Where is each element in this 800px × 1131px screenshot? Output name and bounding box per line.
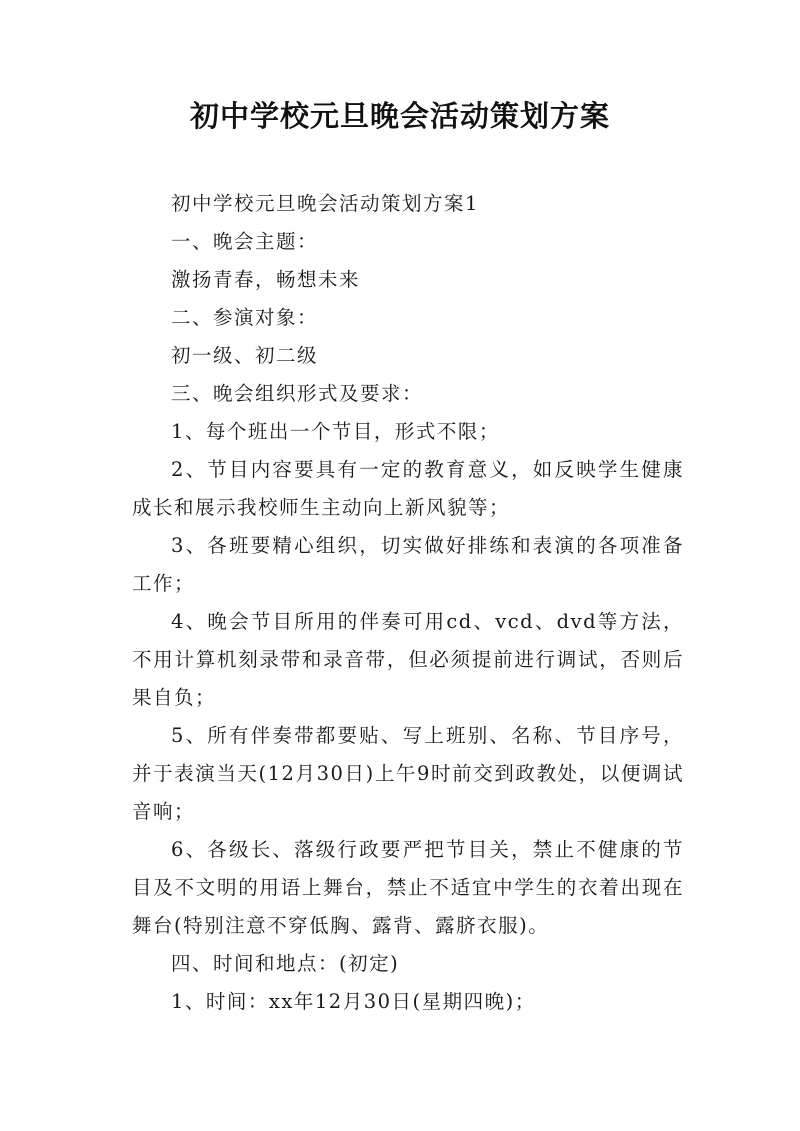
requirement-item-6: 6、各级长、落级行政要严把节目关，禁止不健康的节目及不文明的用语上舞台，禁止不适宜中学生的衣着出现在舞台(特别注意不穿低胸、露背、露脐衣服)。	[132, 838, 684, 937]
requirement-item-5: 5、所有伴奏带都要贴、写上班别、名称、节目序号，并于表演当天(12月30日)上午9时前交到政教处，以便调试音响；	[132, 724, 684, 823]
subtitle-paragraph: 初中学校元旦晚会活动策划方案1	[171, 192, 479, 215]
section-heading-time-place: 四、时间和地点：(初定)	[171, 952, 400, 975]
section-heading-participants: 二、参演对象：	[171, 306, 319, 329]
section-heading-theme: 一、晚会主题：	[171, 230, 319, 253]
theme-text: 激扬青春，畅想未来	[171, 268, 361, 291]
requirement-item-4: 4、晚会节目所用的伴奏可用cd、vcd、dvd等方法，不用计算机刻录带和录音带，但必须提前进行调试，否则后果自负；	[132, 610, 684, 709]
time-item: 1、时间：xx年12月30日(星期四晚)；	[171, 990, 536, 1013]
requirement-item-3: 3、各班要精心组织，切实做好排练和表演的各项准备工作；	[132, 534, 684, 595]
requirement-item-1: 1、每个班出一个节目，形式不限；	[171, 420, 500, 443]
participants-text: 初一级、初二级	[171, 344, 319, 367]
requirement-item-2: 2、节目内容要具有一定的教育意义，如反映学生健康成长和展示我校师生主动向上新风貌等；	[132, 458, 684, 519]
document-body	[132, 185, 684, 1021]
section-heading-requirements: 三、晚会组织形式及要求：	[171, 382, 424, 405]
document-title: 初中学校元旦晚会活动策划方案	[189, 99, 610, 133]
